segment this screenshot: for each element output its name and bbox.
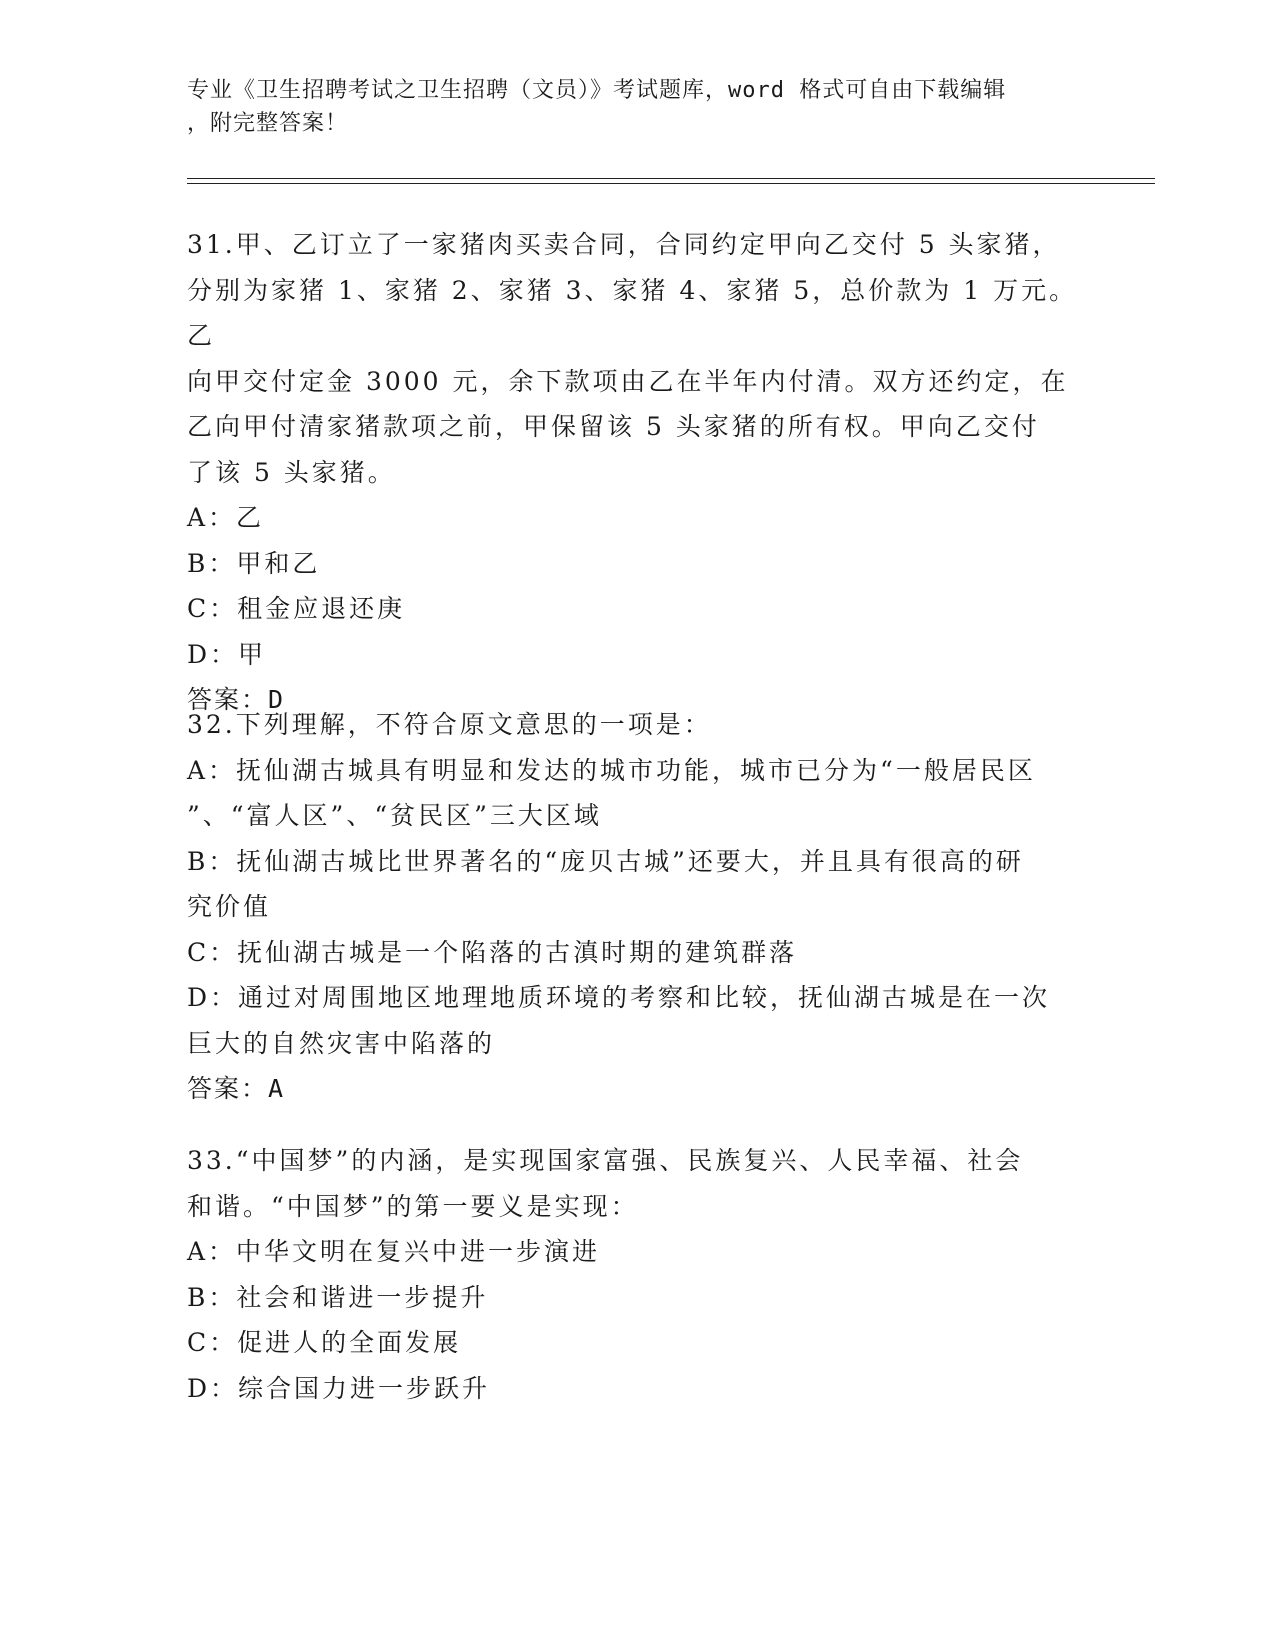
option-a: A：乙 — [187, 503, 265, 532]
answer-value: A — [268, 1074, 286, 1103]
option-b: B：甲和乙 — [187, 548, 321, 578]
option-a: A：抚仙湖古城具有明显和发达的城市功能，城市已分为“一般居民区 — [187, 755, 1036, 785]
option-a: A：中华文明在复兴中进一步演进 — [187, 1237, 601, 1266]
option-b-continued: 究价值 — [187, 892, 272, 921]
option-d: D：通过对周围地区地理地质环境的考察和比较，抚仙湖古城是在一次 — [187, 983, 1051, 1012]
option-b: B：社会和谐进一步提升 — [187, 1282, 489, 1312]
question-text-line: 32.下列理解，不符合原文意思的一项是： — [187, 710, 712, 739]
option-c: C：租金应退还庚 — [187, 594, 406, 623]
question-text-line: 分别为家猪 1、家猪 2、家猪 3、家猪 4、家猪 5，总价款为 1 万元。乙 — [187, 275, 1078, 350]
question-text-line: 了该 5 头家猪。 — [187, 457, 396, 487]
question-text-line: 31.甲、乙订立了一家猪肉买卖合同，合同约定甲向乙交付 5 头家猪， — [187, 230, 1061, 259]
answer-label: 答案： — [187, 1074, 269, 1103]
question-text-line: 乙向甲付清家猪款项之前，甲保留该 5 头家猪的所有权。甲向乙交付 — [187, 412, 1040, 441]
option-b: B：抚仙湖古城比世界著名的“庞贝古城”还要大，并且具有很高的研 — [187, 846, 1024, 876]
answer-label: 答案： — [187, 685, 269, 714]
header-divider — [187, 178, 1155, 184]
document-header — [187, 74, 1067, 140]
question-31 — [187, 222, 1087, 723]
question-33 — [187, 1138, 1087, 1411]
option-a-continued: ”、“富人区”、“贫民区”三大区域 — [187, 801, 602, 830]
option-c: C：抚仙湖古城是一个陷落的古滇时期的建筑群落 — [187, 937, 798, 967]
question-text-line: 33.“中国梦”的内涵，是实现国家富强、民族复兴、人民幸福、社会 — [187, 1146, 1024, 1175]
header-line-1: 专业《卫生招聘考试之卫生招聘（文员）》考试题库，word 格式可自由下载编辑 — [187, 78, 1007, 103]
question-text-line: 向甲交付定金 3000 元，余下款项由乙在半年内付清。双方还约定，在 — [187, 366, 1069, 396]
option-c: C：促进人的全面发展 — [187, 1328, 462, 1357]
option-d-continued: 巨大的自然灾害中陷落的 — [187, 1028, 496, 1058]
header-line-2: ，附完整答案！ — [187, 111, 349, 136]
question-text-line: 和谐。“中国梦”的第一要义是实现： — [187, 1191, 639, 1221]
answer-value: D — [268, 685, 286, 714]
question-32 — [187, 702, 1087, 1112]
answer-line — [187, 1066, 1087, 1112]
option-d: D：综合国力进一步跃升 — [187, 1373, 491, 1403]
option-d: D：甲 — [187, 639, 267, 669]
